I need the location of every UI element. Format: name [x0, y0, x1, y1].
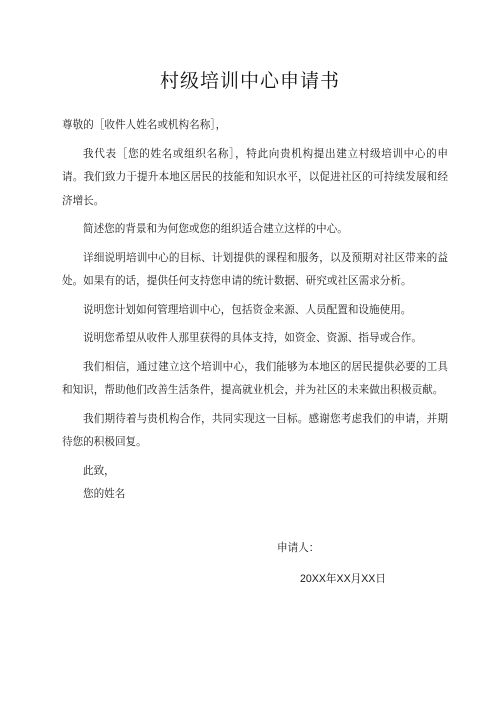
paragraph-7: 我们期待着与贵机构合作，共同实现这一目标。感谢您考虑我们的申请，并期待您的积极回复。: [62, 412, 448, 448]
closing-block: [62, 460, 448, 507]
salutation: 尊敬的［收件人姓名或机构名称］，: [62, 119, 227, 131]
paragraph-3: 详细说明培训中心的目标、计划提供的课程和服务，以及预期对社区带来的益处。如果有的话，提供任何支持您申请的统计数据、研究或社区需求分析。: [62, 251, 448, 287]
closing: 此致，: [83, 464, 115, 477]
letter-body: [62, 114, 448, 507]
document-title: 村级培训中心申请书: [159, 70, 340, 92]
paragraph-4: 说明您计划如何管理培训中心，包括资金来源、人员配置和设施使用。: [83, 303, 412, 316]
paragraph-1: 我代表［您的姓名或组织名称］，特此向贵机构提出建立村级培训中心的申请。我们致力于提升本地区居民的技能和知识水平，以促进社区的可持续发展和经济增长。: [62, 147, 448, 207]
applicant-label: 申请人：: [277, 542, 320, 554]
sender-name: 您的姓名: [83, 488, 126, 500]
paragraph-5: 说明您希望从收件人那里获得的具体支持，如资金、资源、指导或合作。: [83, 332, 422, 344]
paragraph-6: 我们相信，通过建立这个培训中心，我们能够为本地区的居民提供必要的工具和知识，帮助他们改善生活条件，提高就业机会，并为社区的未来做出积极贡献。: [62, 360, 448, 396]
date-line: 20XX年XX月XX日: [300, 573, 386, 585]
paragraph-2: 简述您的背景和为何您或您的组织适合建立这样的中心。: [83, 223, 348, 235]
